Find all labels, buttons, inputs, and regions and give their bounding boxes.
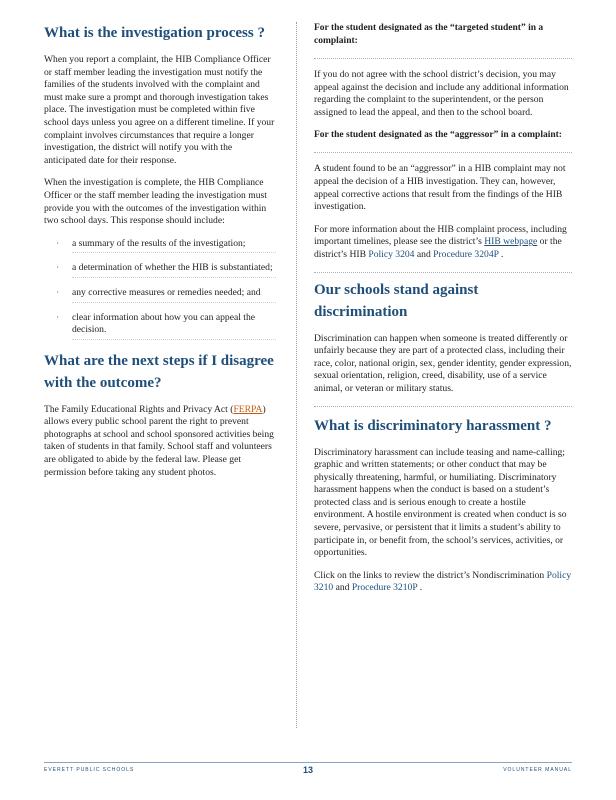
ferpa-text-pre: The Family Educational Rights and Privacy Act ( bbox=[44, 403, 234, 415]
list-item: · a determination of whether the HIB is substantiated; bbox=[72, 262, 276, 278]
page-footer bbox=[44, 762, 572, 777]
investigation-paragraph: When you report a complaint, the HIB Compliance Officer or staff member leading the investigation must notify the families of the students involved with the complaint and must make sure a prompt and thorough investigation takes place. The investigation must be completed within five school days unless you agree on a different timeline. If your complaint involves circumstances that require a longer investigation, the district will notify you with the anticipated date for their response. bbox=[44, 54, 275, 166]
section-rule bbox=[314, 406, 572, 407]
footer-district-name: EVERETT PUBLIC SCHOOLS bbox=[44, 767, 135, 773]
nondiscrimination-pre: Click on the links to review the district’s Nondiscrimination bbox=[314, 569, 547, 581]
ferpa-link[interactable]: FERPA bbox=[233, 403, 263, 415]
harassment-heading: What is discriminatory harassment ? bbox=[314, 417, 552, 434]
period-text: . bbox=[498, 248, 504, 260]
and-text: and bbox=[333, 582, 352, 594]
discrimination-paragraph: Discrimination can happen when someone is treated differently or unfairly because they are part of a protected class, including their race, color, national origin, sex, gender identity, gender expression, sexual orientation, religion, creed, disability, use of a service animal, or veteran or military status. bbox=[314, 332, 572, 394]
section-rule bbox=[314, 152, 572, 153]
procedure-3210p-link[interactable]: Procedure 3210P bbox=[351, 582, 418, 594]
list-item: · any corrective measures or remedies needed; and bbox=[72, 287, 276, 303]
targeted-student-subheading: For the student designated as the “targeted student” in a complaint: bbox=[314, 23, 544, 46]
investigation-process-heading: What is the investigation process ? bbox=[44, 25, 265, 41]
section-rule bbox=[314, 58, 572, 59]
more-info-paragraph bbox=[314, 224, 572, 262]
column-divider bbox=[296, 22, 297, 728]
left-column bbox=[44, 22, 276, 489]
next-steps-heading: What are the next steps if I disagree with the outcome? bbox=[44, 352, 274, 391]
more-info-pre: For more information about the HIB complaint process, including important timelines, please see the district’s bbox=[314, 223, 567, 248]
and-text: and bbox=[414, 248, 434, 260]
right-column bbox=[314, 22, 572, 605]
appeal-paragraph: If you do not agree with the school district’s decision, you may appeal against the decision and include any additional information regarding the complaint to the superintendent, or the person assigned to lead the appeal, and then to the school board. bbox=[314, 69, 569, 118]
aggressor-subheading: For the student designated as the “aggressor” in a complaint: bbox=[314, 130, 562, 141]
page-number: 13 bbox=[302, 765, 313, 775]
list-item: · a summary of the results of the investigation; bbox=[72, 238, 276, 254]
outcome-list bbox=[44, 238, 276, 340]
aggressor-paragraph: A student found to be an “aggressor” in a HIB complaint may not appeal the decision of a HIB investigation. They can, however, appeal corrective actions that result from the findings of the HIB investigation. bbox=[314, 163, 566, 213]
policy-3204-link[interactable]: Policy 3204 bbox=[368, 248, 415, 260]
procedure-3204p-link[interactable]: Procedure 3204P bbox=[433, 248, 499, 260]
list-item: · clear information about how you can appeal the decision. bbox=[72, 312, 276, 340]
more-info-mid: or the district’s HIB bbox=[314, 236, 562, 260]
discrimination-heading: Our schools stand against discrimination bbox=[314, 281, 479, 320]
policy-3210-link[interactable]: Policy 3210 bbox=[314, 569, 572, 594]
ferpa-paragraph bbox=[44, 404, 276, 480]
nondiscrimination-paragraph bbox=[314, 570, 572, 595]
hib-webpage-link[interactable]: HIB webpage bbox=[484, 236, 538, 248]
harassment-paragraph: Discriminatory harassment can include teasing and name-calling; graphic and written statements; or other conduct that may be physically threatening, harmful, or humiliating. Discriminatory harassment happens when the conduct is based on a student’s protected class and is serious enough to create a hostile environment. A hostile environment is created when conduct is so severe, pervasive, or persistent that it limits a student’s ability to participate in, or benefit from, the school’s services, activities, or opportunities. bbox=[314, 446, 567, 559]
period-text: . bbox=[417, 582, 423, 594]
ferpa-text-post: ) allows every public school parent the right to prevent photographs at school and school sponsored activities being taken of students in that family. School staff and volunteers are obligated to abide by the federal law. Please get permission before taking any student photos. bbox=[44, 403, 274, 478]
outcome-paragraph: When the investigation is complete, the HIB Compliance Officer or the staff member leading the investigation must provide you with the outcomes of the investigation within two school days. This response should include: bbox=[44, 177, 267, 227]
footer-manual-title: VOLUNTEER MANUAL bbox=[503, 767, 572, 773]
section-rule bbox=[314, 272, 572, 273]
